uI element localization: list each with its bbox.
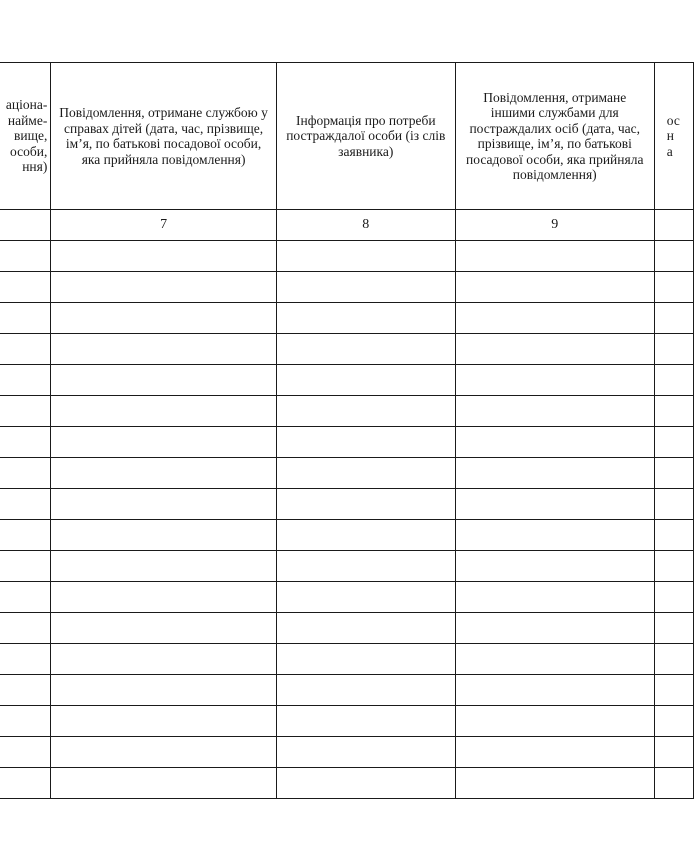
table-cell (0, 737, 51, 768)
table-cell (0, 458, 51, 489)
table-cell (654, 613, 693, 644)
table-cell (276, 551, 455, 582)
header-col-6-line: ння) (22, 159, 48, 175)
table-cell (654, 334, 693, 365)
table-cell (654, 365, 693, 396)
header-col-6-partial (0, 63, 51, 210)
table-cell (51, 613, 276, 644)
table-cell (51, 303, 276, 334)
table-cell (654, 427, 693, 458)
table-cell (455, 582, 654, 613)
table-cell (455, 737, 654, 768)
table-row (0, 303, 694, 334)
table-cell (276, 737, 455, 768)
table-cell (654, 520, 693, 551)
table-row (0, 737, 694, 768)
table-row (0, 551, 694, 582)
table-cell (51, 582, 276, 613)
table-cell (0, 675, 51, 706)
table-cell (0, 551, 51, 582)
table-cell (455, 365, 654, 396)
table-cell (654, 396, 693, 427)
table-cell (51, 737, 276, 768)
table-cell (276, 520, 455, 551)
table-cell (51, 551, 276, 582)
table-cell (51, 427, 276, 458)
table-cell (0, 582, 51, 613)
table-cell (0, 520, 51, 551)
table-cell (455, 706, 654, 737)
header-col-6-line: аціона- (5, 97, 48, 113)
table-cell (0, 334, 51, 365)
header-col-8: Інформація про потреби постраждалої особи (із слів заявника) (276, 63, 455, 210)
table-cell (654, 768, 693, 799)
table-cell (0, 303, 51, 334)
table-cell (654, 644, 693, 675)
table-cell (276, 396, 455, 427)
table-cell (51, 768, 276, 799)
table-cell (276, 675, 455, 706)
column-number (654, 210, 693, 241)
table-cell (276, 582, 455, 613)
table-cell (276, 427, 455, 458)
table-cell (455, 675, 654, 706)
table-cell (51, 272, 276, 303)
table-row (0, 489, 694, 520)
table-cell (0, 365, 51, 396)
table-cell (276, 365, 455, 396)
table-cell (455, 396, 654, 427)
table-cell (455, 551, 654, 582)
table-cell (654, 272, 693, 303)
table-cell (654, 551, 693, 582)
table-row (0, 675, 694, 706)
table-cell (654, 737, 693, 768)
table-cell (455, 334, 654, 365)
table-row (0, 644, 694, 675)
table-cell (654, 582, 693, 613)
table-cell (51, 396, 276, 427)
table-cell (654, 675, 693, 706)
table-row (0, 365, 694, 396)
table-row (0, 272, 694, 303)
header-col-10-partial (654, 63, 693, 210)
table-cell (276, 644, 455, 675)
table-cell (51, 520, 276, 551)
table-cell (51, 241, 276, 272)
table-cell (51, 644, 276, 675)
table-cell (51, 458, 276, 489)
table-row (0, 520, 694, 551)
header-col-6-line: особи, (10, 143, 48, 159)
table-cell (455, 303, 654, 334)
table-row (0, 396, 694, 427)
header-col-10-line: н (666, 128, 674, 144)
table-cell (51, 706, 276, 737)
column-number (0, 210, 51, 241)
table-cell (455, 272, 654, 303)
table-cell (276, 458, 455, 489)
table-cell (0, 489, 51, 520)
table-cell (51, 334, 276, 365)
table-cell (455, 768, 654, 799)
header-col-10-line: а (666, 143, 673, 159)
table-cell (455, 644, 654, 675)
table-cell (276, 768, 455, 799)
table-cell (276, 613, 455, 644)
table-cell (276, 241, 455, 272)
column-number: 9 (455, 210, 654, 241)
table-cell (51, 365, 276, 396)
table-cell (51, 675, 276, 706)
column-number-row (0, 210, 694, 241)
header-col-10-line: ос (666, 112, 680, 128)
table-cell (0, 241, 51, 272)
table-cell (455, 520, 654, 551)
header-col-7: Повідомлення, отримане службою у справах дітей (дата, час, прізвище, ім’я, по батькові посадової особи, яка прийняла повідомлення) (51, 63, 276, 210)
table-cell (276, 334, 455, 365)
table-row (0, 613, 694, 644)
column-number: 8 (276, 210, 455, 241)
table-cell (0, 644, 51, 675)
table-cell (455, 489, 654, 520)
table-cell (0, 768, 51, 799)
table-cell (654, 303, 693, 334)
table-cell (455, 613, 654, 644)
table-row (0, 768, 694, 799)
header-col-6-line: вище, (13, 128, 48, 144)
table-cell (276, 272, 455, 303)
table-cell (0, 396, 51, 427)
table-cell (276, 706, 455, 737)
header-row (0, 63, 694, 210)
column-number: 7 (51, 210, 276, 241)
table-cell (276, 303, 455, 334)
table-row (0, 241, 694, 272)
register-table (0, 62, 694, 799)
table-cell (0, 613, 51, 644)
table-row (0, 334, 694, 365)
table-cell (0, 272, 51, 303)
table-row (0, 582, 694, 613)
table-row (0, 427, 694, 458)
header-col-6-line: найме- (7, 112, 48, 128)
table-cell (654, 489, 693, 520)
table-row (0, 458, 694, 489)
table-cell (654, 241, 693, 272)
table-row (0, 706, 694, 737)
table-cell (51, 489, 276, 520)
table-cell (0, 427, 51, 458)
header-col-9: Повідомлення, отримане іншими службами для постраждалих осіб (дата, час, прізвище, ім’я, по батькові посадової особи, яка прийняла повідомлення) (455, 63, 654, 210)
table-cell (654, 458, 693, 489)
table-cell (455, 458, 654, 489)
table-cell (654, 706, 693, 737)
table-cell (276, 489, 455, 520)
table-cell (455, 241, 654, 272)
table-cell (0, 706, 51, 737)
table-cell (455, 427, 654, 458)
